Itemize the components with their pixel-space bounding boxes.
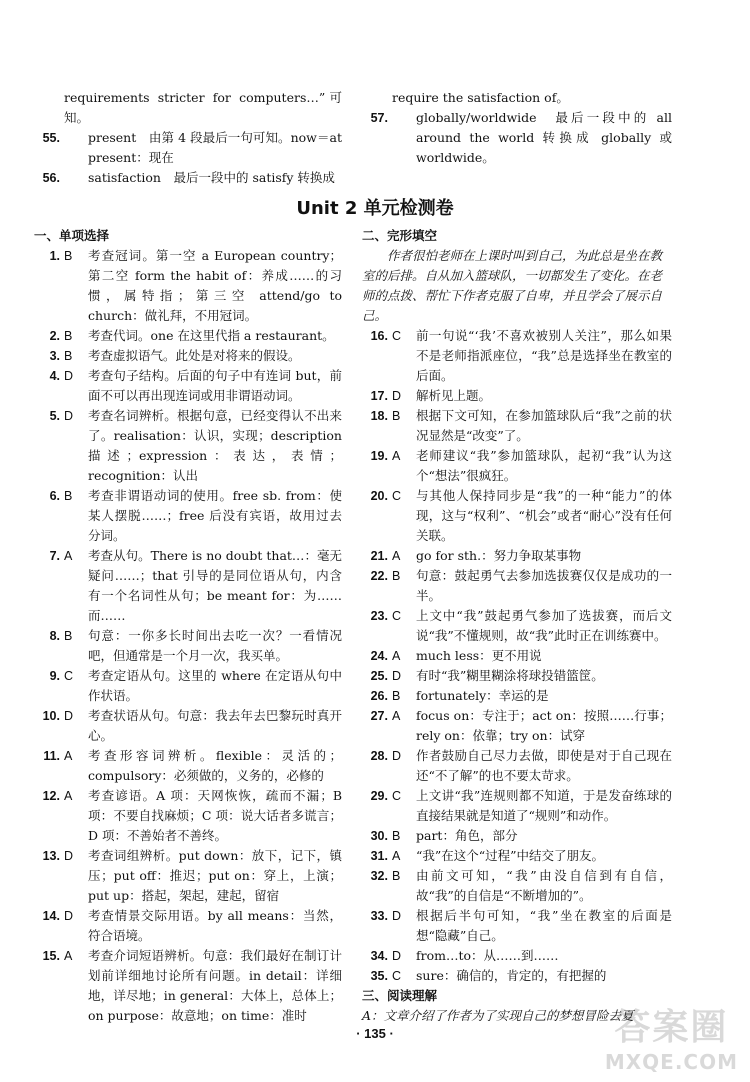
item-answer [388,108,416,168]
item-explanation: “我”在这个“过程”中结交了朋友。 [416,848,605,863]
item-number: 6. [49,489,60,503]
section-heading-reading: 三、阅读理解 [362,989,438,1003]
item-number: 16. [370,329,388,343]
watermark-logo [605,999,738,1074]
answer-entry [362,666,672,686]
answer-entry [34,546,342,626]
item-answer: A [64,549,73,563]
item-explanation: focus on：专注于；act on：按照……行事；rely on：依靠；try on：试穿 [416,708,672,743]
item-explanation: globally/worldwide 最后一段中的 all around the world 转换成 globally 或 worldwide。 [416,110,672,165]
left-column [34,226,342,1026]
item-answer: A [392,709,401,723]
item-number: 4. [49,369,60,383]
answer-entry [362,406,672,446]
item-answer: C [392,789,402,803]
item-explanation: 考查冠词。第一空 a European country；第二空 form the habit of：养成……的习惯，属特指；第三空 attend/go to church：做礼拜，不用冠词。 [88,248,342,323]
item-explanation: 考查虚拟语气。此处是对将来的假设。 [88,348,301,363]
item-number: 32. [370,869,388,883]
item-answer: A [64,749,73,763]
item-number: 13. [42,849,60,863]
item-explanation: 前一句说“‘我’不喜欢被别人关注”，那么如果不是老师指派座位，“我”总是选择坐在教室的后面。 [416,328,672,383]
item-explanation: requirements stricter for computers…”可知。 [64,90,342,125]
item-number: 30. [370,829,388,843]
item-number: 10. [42,709,60,723]
item-number: 17. [370,389,388,403]
item-answer: D [392,389,402,403]
item-explanation: 由前文可知，“我”由没自信到有自信，故“我”的自信是“不断增加的”。 [416,868,672,903]
top-left-block [34,88,342,188]
item-explanation: 考查状语从句。句意：我去年去巴黎玩时真开心。 [88,708,342,743]
item-number: 29. [370,789,388,803]
answer-entry [362,546,672,566]
item-answer: A [392,549,401,563]
item-explanation: much less：更不用说 [416,648,542,663]
item-answer: A [392,449,401,463]
item-number: 35. [370,969,388,983]
answer-entry [362,966,672,986]
item-explanation: satisfaction 最后一段中的 satisfy 转换成 [88,170,335,185]
item-explanation: 考查形容词辨析。flexible：灵活的；compulsory：必须做的，义务的，必修的 [88,748,342,783]
item-answer: D [64,709,74,723]
item-answer: B [392,869,401,883]
item-number: 28. [370,749,388,763]
item-answer: D [392,669,402,683]
answer-entry [34,946,342,1026]
item-answer: C [392,969,402,983]
item-number: 5. [49,409,60,423]
answer-entry [34,746,342,786]
item-answer: D [64,409,74,423]
item-explanation: 考查非谓语动词的使用。free sb. from：使某人摆脱……；free 后没有宾语，故用过去分词。 [88,488,342,543]
item-number: 57. [370,111,388,125]
item-explanation: 作者鼓励自己尽力去做，即使是对于自己现在还“不了解”的也不要太苛求。 [416,748,672,783]
item-answer: B [392,569,401,583]
item-number: 25. [370,669,388,683]
item-explanation: 句意：一你多长时间出去吃一次？一看情况吧，但通常是一个月一次，我买单。 [88,628,342,663]
item-number: 15. [42,949,60,963]
answer-entry [362,446,672,486]
answer-entry [34,246,342,326]
item-explanation: part：角色，部分 [416,828,518,843]
item-number: 55. [42,131,60,145]
item-explanation: 考查谚语。A 项：天网恢恢，疏而不漏；B 项：不要自找麻烦；C 项：说大话者多谎言；D 项：不善始者不善终。 [88,788,342,843]
item-answer: C [392,609,402,623]
answer-entry [362,866,672,906]
item-number: 22. [370,569,388,583]
item-answer: B [392,409,401,423]
item-number: 19. [370,449,388,463]
right-answer-list [362,326,672,986]
item-number: 21. [370,549,388,563]
item-answer: A [392,649,401,663]
top-right-block [362,88,672,168]
answer-entry [34,326,342,346]
item-answer: C [64,669,74,683]
answer-entry [34,906,342,946]
item-answer: C [392,329,402,343]
item-number: 27. [370,709,388,723]
answer-entry [362,906,672,946]
answer-entry [34,128,342,168]
item-explanation: 老师建议“我”参加篮球队，起初“我”认为这个“想法”很疯狂。 [416,448,672,483]
item-answer: D [64,369,74,383]
answer-entry [362,386,672,406]
item-answer: B [392,689,401,703]
left-answer-list [34,246,342,1026]
answer-entry [362,486,672,546]
right-column [362,226,672,1026]
item-explanation: 考查代词。one 在这里代指 a restaurant。 [88,328,335,343]
item-explanation: sure：确信的，肯定的，有把握的 [416,968,607,983]
item-answer: D [392,949,402,963]
item-explanation: require the satisfaction of。 [392,90,569,105]
item-number: 8. [49,629,60,643]
answer-entry [362,566,672,606]
reading-passage-summary: A：文章介绍了作者为了实现自己的梦想冒险去夏 [362,1008,634,1023]
item-number: 7. [49,549,60,563]
item-answer [60,128,88,168]
answer-entry [34,486,342,546]
item-number: 33. [370,909,388,923]
item-explanation: 句意：鼓起勇气去参加选拔赛仅仅是成功的一半。 [416,568,672,603]
answer-entry [34,626,342,666]
answer-entry [362,326,672,386]
item-answer: B [64,329,73,343]
item-answer: B [64,249,73,263]
answer-entry [34,706,342,746]
item-number: 12. [42,789,60,803]
item-number: 56. [42,171,60,185]
item-number: 11. [43,749,60,763]
page-number: · 135 · [356,1026,394,1041]
item-answer: D [64,849,74,863]
answer-entry [362,846,672,866]
item-explanation: 根据下文可知，在参加篮球队后“我”之前的状况显然是“改变”了。 [416,408,672,443]
item-number: 31. [370,849,388,863]
answer-entry [362,646,672,666]
item-number: 3. [49,349,60,363]
answer-entry [34,168,342,188]
answer-entry [34,406,342,486]
watermark-line-2: MXQE.COM [604,1050,738,1074]
answer-entry [34,666,342,706]
answer-entry [362,826,672,846]
answer-entry [34,88,342,128]
page-title: Unit 2 单元检测卷 [296,198,454,219]
item-answer [60,168,88,188]
answer-entry [362,946,672,966]
item-number: 26. [370,689,388,703]
item-explanation: 与其他人保持同步是“我”的一种“能力”的体现，这与“权利”、“机会”或者“耐心”没有任何关联。 [416,488,672,543]
item-number: 2. [49,329,60,343]
item-number: 34. [370,949,388,963]
item-answer: D [392,909,402,923]
item-answer: B [64,629,73,643]
item-number: 23. [370,609,388,623]
item-number: 14. [42,909,60,923]
item-explanation: 根据后半句可知，“我”坐在教室的后面是想“隐藏”自己。 [416,908,672,943]
item-explanation: 考查介词短语辨析。句意：我们最好在制订计划前详细地讨论所有问题。in detail：详细地，详尽地；in general：大体上，总体上；on purpose：故意地；on time：准时 [88,948,342,1023]
item-answer: D [392,749,402,763]
item-explanation: 考查句子结构。后面的句子中有连词 but，前面不可以再出现连词或用非谓语动词。 [88,368,342,403]
item-explanation: from…to：从……到…… [416,948,559,963]
answer-entry [34,366,342,406]
item-explanation: 考查从句。There is no doubt that…：毫无疑问……；that 引导的是同位语从句，内含有一个名词性从句；be meant for：为……而…… [88,548,342,623]
item-answer: C [392,489,402,503]
item-explanation: present 由第 4 段最后一句可知。now＝at present：现在 [88,130,342,165]
answer-entry [362,606,672,646]
answer-entry [34,786,342,846]
answer-entry [362,108,672,168]
item-number: 20. [370,489,388,503]
item-answer: B [392,829,401,843]
answer-entry [362,686,672,706]
answer-entry [34,846,342,906]
item-answer: A [64,789,73,803]
answer-entry [34,346,342,366]
answer-entry [362,706,672,746]
item-explanation: go for sth.：努力争取某事物 [416,548,582,563]
section-heading-single-choice: 一、单项选择 [34,229,110,243]
item-explanation: 上文讲“我”连规则都不知道，于是发奋练球的直接结果就是知道了“规则”和动作。 [416,788,672,823]
section-heading-cloze: 二、完形填空 [362,229,438,243]
item-number: 18. [370,409,388,423]
item-answer: D [64,909,74,923]
item-explanation: 解析见上题。 [416,388,492,403]
item-answer: A [392,849,401,863]
item-answer: B [64,489,73,503]
item-number: 1. [49,249,60,263]
watermark-line-1: 答案圈 [614,1007,729,1048]
answer-entry [362,88,672,108]
cloze-passage-summary: 作者很怕老师在上课时叫到自己，为此总是坐在教室的后排。自从加入篮球队，一切都发生了变化。在老师的点拨、帮忙下作者克服了自卑，并且学会了展示自己。 [362,248,663,323]
item-explanation: 考查定语从句。这里的 where 在定语从句中作状语。 [88,668,342,703]
item-explanation: 考查词组辨析。put down：放下，记下，镇压；put off：推迟；put on：穿上，上演；put up：搭起，架起，建起，留宿 [88,848,342,903]
answer-entry [362,786,672,826]
item-number: 24. [370,649,388,663]
answer-entry [362,746,672,786]
item-explanation: 有时“我”糊里糊涂将球投错篮筐。 [416,668,604,683]
item-explanation: 考查情景交际用语。by all means：当然，符合语境。 [88,908,342,943]
item-answer: A [64,949,73,963]
item-explanation: fortunately：幸运的是 [416,688,549,703]
item-number: 9. [49,669,60,683]
item-answer: B [64,349,73,363]
item-explanation: 考查名词辨析。根据句意，已经变得认不出来了。realisation：认识，实现；description 描述；expression：表达，表情；recognition：认出 [88,408,342,483]
item-explanation: 上文中“我”鼓起勇气参加了选拔赛，而后文说“我”不懂规则，故“我”此时正在训练赛中。 [416,608,672,643]
